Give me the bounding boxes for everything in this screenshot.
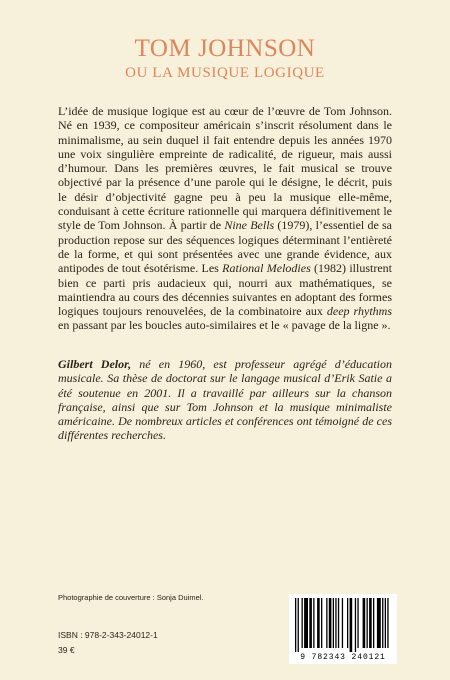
barcode-bar (373, 598, 374, 648)
barcode-bar (342, 598, 343, 648)
author-name: Gilbert Delor, (58, 357, 132, 371)
barcode-bar (317, 598, 320, 648)
barcode-bar (369, 598, 372, 648)
barcode-bar (333, 598, 334, 648)
barcode-bar (385, 598, 386, 648)
barcode-bar (326, 598, 327, 648)
barcode (289, 594, 397, 664)
barcode-bar (329, 598, 332, 648)
barcode-bar (350, 598, 353, 652)
barcode-bar (321, 598, 322, 648)
barcode-bar (387, 598, 388, 648)
description-text-1: L’idée de musique logique est au cœur de l’œuvre de Tom Johnson. Né en 1939, ce compositeur américain s’inscrit résolument dans le minimalisme, au sein duquel il fait entendre depuis les années 1970 une voix singulière empreinte de radicalité, de rigueur, mais aussi d’humour. Dans les premières œuvres, le fait musical se trouve objectivé par la présence d’une parole qui le désigne, le décrit, puis le désir d’objectivité gagne peu à peu la musique elle-même, conduisant à cette écriture rationnelle qui marquera définitivement le style de Tom Johnson. À partir de (58, 104, 392, 233)
barcode-bar (363, 598, 366, 648)
barcode-bar (347, 598, 348, 648)
book-subtitle: OU LA MUSIQUE LOGIQUE (125, 65, 325, 81)
work-title-rational-melodies: Rational Melodies (222, 261, 311, 276)
description-text-2: (1979), l’essentiel de sa production repose sur des séquences logiques déterminant l’entièreté de la forme, et qui sont présentées avec une grande évidence, aux antipodes de tout ésotérisme. Les (58, 218, 392, 276)
author-bio-text: né en 1960, est professeur agrégé d’éducation musicale. Sa thèse de doctorat sur le langage musical d’Erik Satie a été soutenue en 2001. Il a travaillé par ailleurs sur la chanson française, ainsi que sur Tom Johnson et la musique minimaliste américaine. De nombreux articles et conférences ont témoigné de ces différentes recherches. (58, 357, 393, 443)
description-text-4: en passant par les boucles auto-similaires et le « pavage de la ligne ». (58, 318, 391, 333)
work-title-nine-bells: Nine Bells (224, 218, 275, 233)
barcode-bar (313, 598, 314, 648)
barcode-bar (355, 598, 356, 652)
barcode-bar (302, 598, 303, 648)
barcode-bar (295, 598, 296, 652)
barcode-bar (357, 598, 358, 648)
barcode-bar (382, 598, 383, 648)
barcode-bar (309, 598, 312, 648)
barcode-bar (338, 598, 339, 648)
barcode-bar (367, 598, 368, 648)
isbn: ISBN : 978-2-343-24012-1 (58, 630, 158, 640)
book-title: TOM JOHNSON (134, 35, 316, 62)
book-description (58, 104, 392, 333)
barcode-bars (293, 598, 393, 652)
barcode-bar (377, 598, 381, 648)
barcode-bar (298, 598, 299, 652)
price: 39 € (58, 645, 75, 655)
barcode-bar (304, 598, 308, 648)
photo-credit: Photographie de couverture : Sonja Duimel. (58, 593, 204, 602)
description-text-3: (1982) illustrent bien ce parti pris audacieux qui, nourri aux mathématiques, se maintiendra au cours des décennies suivantes en adoptant des formes logiques toujours renouvelées, de la combinatoire aux (58, 261, 392, 319)
barcode-digits: 9 782343 240121 (300, 653, 386, 662)
term-deep-rhythms: deep rhythms (326, 304, 392, 319)
barcode-bar (335, 598, 336, 648)
author-bio (58, 357, 392, 443)
